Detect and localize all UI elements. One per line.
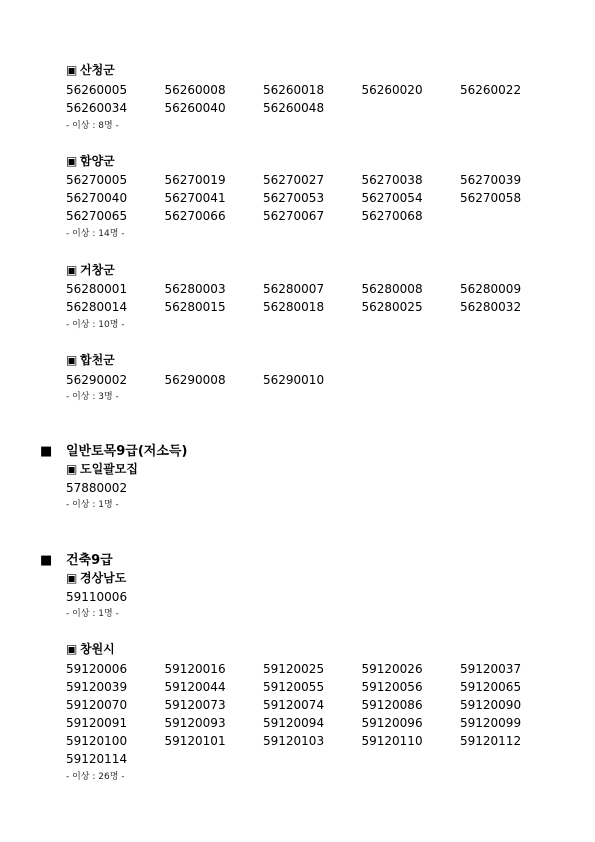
- candidate-number: 59120070: [66, 698, 128, 712]
- candidate-number: 59120006: [66, 662, 128, 676]
- candidate-number: 59120055: [263, 680, 325, 694]
- candidate-number: 59120091: [66, 716, 128, 730]
- candidate-number: 59120074: [263, 698, 325, 712]
- region-title: 합천군: [80, 353, 115, 367]
- region-header-geochang: [66, 263, 115, 277]
- candidate-number: 59120065: [460, 680, 522, 694]
- region-title: 함양군: [80, 154, 115, 168]
- region-title: 거창군: [80, 263, 115, 277]
- square-bullet-icon: ▣: [66, 571, 78, 585]
- candidate-number: 56270005: [66, 173, 128, 187]
- candidate-number: 56270039: [460, 173, 522, 187]
- region-title: 도일괄모집: [80, 462, 138, 476]
- candidate-number: 56270067: [263, 209, 325, 223]
- candidate-number: 59120112: [460, 734, 522, 748]
- filled-square-bullet-icon: ■: [40, 444, 53, 459]
- square-bullet-icon: ▣: [66, 63, 78, 77]
- region-header-hapcheon: [66, 353, 115, 367]
- code-list-sancheong: [66, 81, 566, 117]
- region-title: 경상남도: [80, 571, 127, 585]
- candidate-number: 59120073: [164, 698, 226, 712]
- candidate-number: 56280014: [66, 300, 128, 314]
- region-header-sancheong: [66, 63, 115, 77]
- candidate-number: 57880002: [66, 481, 128, 495]
- candidate-number: 59120099: [460, 716, 522, 730]
- region-title: 창원시: [80, 642, 115, 656]
- candidate-number: 56270041: [164, 191, 226, 205]
- candidate-number: 59120056: [361, 680, 423, 694]
- candidate-number: 56280009: [460, 282, 522, 296]
- code-list-geochang: [66, 280, 566, 316]
- candidate-number: 59120103: [263, 734, 325, 748]
- candidate-number: 56280001: [66, 282, 128, 296]
- candidate-number: 59120110: [361, 734, 423, 748]
- square-bullet-icon: ▣: [66, 642, 78, 656]
- code-list-gyeongnam: [66, 588, 566, 606]
- candidate-number: 59120114: [66, 752, 128, 766]
- candidate-number: 59110006: [66, 590, 128, 604]
- group-title: 건축9급: [66, 553, 113, 568]
- candidate-number: 56260034: [66, 101, 128, 115]
- group-header-civil-low-income: [40, 444, 187, 460]
- candidate-number: 56270058: [460, 191, 522, 205]
- code-list-hamyang: [66, 171, 566, 225]
- candidate-number: 56280018: [263, 300, 325, 314]
- candidate-number: 59120090: [460, 698, 522, 712]
- candidate-number: 56280007: [263, 282, 325, 296]
- candidate-number: 56280015: [164, 300, 226, 314]
- count-note-province-wide: - 이상 : 1명 -: [66, 500, 119, 510]
- candidate-number: 59120044: [164, 680, 226, 694]
- candidate-number: 56270038: [361, 173, 423, 187]
- code-list-hapcheon: [66, 371, 566, 389]
- candidate-number: 56270068: [361, 209, 423, 223]
- count-note-sancheong: - 이상 : 8명 -: [66, 121, 119, 131]
- count-note-geochang: - 이상 : 10명 -: [66, 320, 125, 330]
- candidate-number: 56270027: [263, 173, 325, 187]
- candidate-number: 56290002: [66, 373, 128, 387]
- candidate-number: 59120100: [66, 734, 128, 748]
- region-title: 산청군: [80, 63, 115, 77]
- square-bullet-icon: ▣: [66, 353, 78, 367]
- candidate-number: 56270066: [164, 209, 226, 223]
- candidate-number: 59120086: [361, 698, 423, 712]
- candidate-number: 56280008: [361, 282, 423, 296]
- candidate-number: 59120096: [361, 716, 423, 730]
- candidate-number: 59120039: [66, 680, 128, 694]
- code-list-province-wide: [66, 479, 566, 497]
- candidate-number: 59120026: [361, 662, 423, 676]
- candidate-number: 59120037: [460, 662, 522, 676]
- region-header-changwon: [66, 642, 115, 656]
- candidate-number: 56260022: [460, 83, 522, 97]
- region-header-province-wide: [66, 462, 138, 476]
- count-note-hamyang: - 이상 : 14명 -: [66, 229, 125, 239]
- candidate-number: 56260048: [263, 101, 325, 115]
- group-title: 일반토목9급(저소득): [66, 444, 188, 459]
- candidate-number: 56280003: [164, 282, 226, 296]
- count-note-gyeongnam: - 이상 : 1명 -: [66, 609, 119, 619]
- count-note-hapcheon: - 이상 : 3명 -: [66, 392, 119, 402]
- candidate-number: 56270065: [66, 209, 128, 223]
- candidate-number: 59120025: [263, 662, 325, 676]
- candidate-number: 59120016: [164, 662, 226, 676]
- candidate-number: 59120101: [164, 734, 226, 748]
- region-header-hamyang: [66, 154, 115, 168]
- group-header-architecture: [40, 553, 113, 569]
- square-bullet-icon: ▣: [66, 462, 78, 476]
- candidate-number: 59120094: [263, 716, 325, 730]
- square-bullet-icon: ▣: [66, 154, 78, 168]
- candidate-number: 56280032: [460, 300, 522, 314]
- candidate-number: 56270019: [164, 173, 226, 187]
- candidate-number: 56260020: [361, 83, 423, 97]
- candidate-number: 56260008: [164, 83, 226, 97]
- candidate-number: 56270054: [361, 191, 423, 205]
- square-bullet-icon: ▣: [66, 263, 78, 277]
- candidate-number: 56280025: [361, 300, 423, 314]
- candidate-number: 59120093: [164, 716, 226, 730]
- candidate-number: 56270053: [263, 191, 325, 205]
- count-note-changwon: - 이상 : 26명 -: [66, 772, 125, 782]
- candidate-number: 56260005: [66, 83, 128, 97]
- code-list-changwon: [66, 660, 566, 768]
- candidate-number: 56260018: [263, 83, 325, 97]
- candidate-number: 56290010: [263, 373, 325, 387]
- region-header-gyeongnam: [66, 571, 126, 585]
- candidate-number: 56290008: [164, 373, 226, 387]
- candidate-number: 56270040: [66, 191, 128, 205]
- filled-square-bullet-icon: ■: [40, 553, 53, 568]
- candidate-number: 56260040: [164, 101, 226, 115]
